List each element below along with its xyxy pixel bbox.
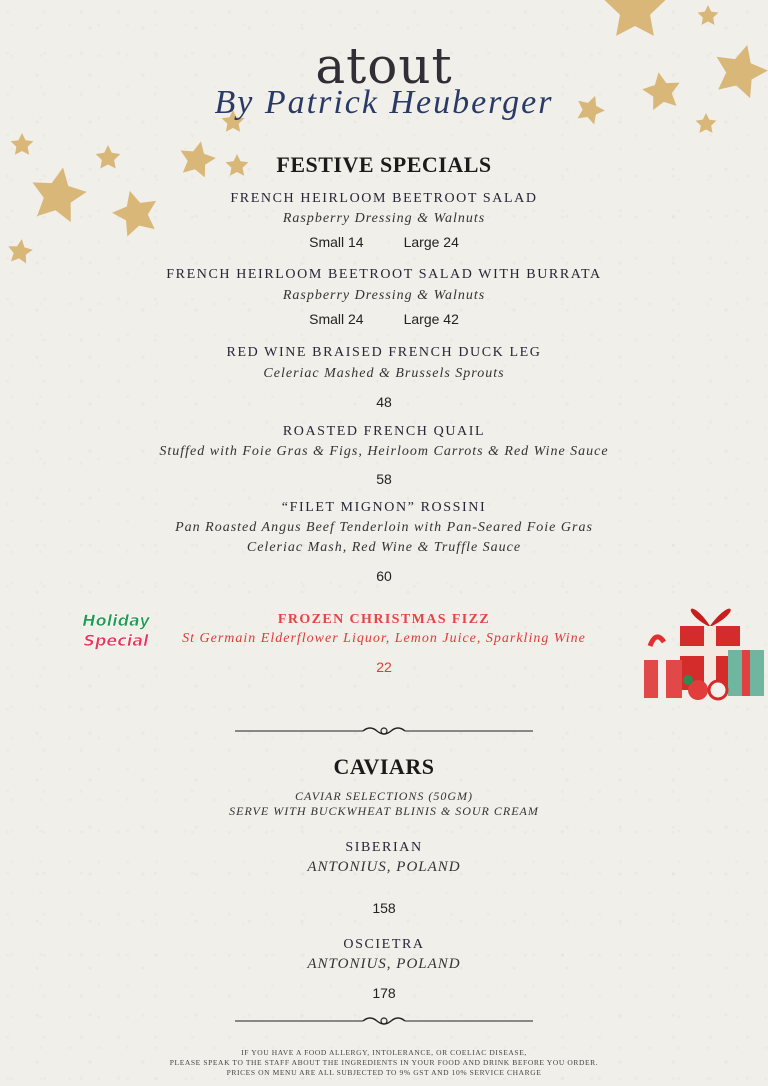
allergy-notice: IF YOU HAVE A FOOD ALLERGY, INTOLERANCE, OR COELIAC DISEASE, xyxy=(241,1048,527,1057)
price-small: Small 24 xyxy=(309,311,364,327)
price-large: Large 24 xyxy=(403,234,459,250)
caviars-title: CAVIARS xyxy=(333,754,435,779)
special-item-name: FROZEN CHRISTMAS FIZZ xyxy=(277,612,491,627)
price-large: Large 42 xyxy=(403,311,459,327)
price-small: Small 14 xyxy=(309,234,364,250)
chef-signature: By Patrick Heuberger xyxy=(214,84,554,121)
holiday-badge-line1: Holiday xyxy=(82,611,150,630)
caviar-origin: ANTONIUS, POLAND xyxy=(307,956,461,972)
ornamental-divider xyxy=(235,724,533,738)
menu-item-prices xyxy=(0,311,768,327)
holiday-badge-line2: Special xyxy=(83,631,149,650)
restaurant-logo: atout xyxy=(315,37,453,95)
allergy-notice: PLEASE SPEAK TO THE STAFF ABOUT THE INGREDIENTS IN YOUR FOOD AND DRINK BEFORE YOU ORDER. xyxy=(169,1058,599,1067)
star-icon xyxy=(698,5,719,25)
menu-item-price: 48 xyxy=(376,394,392,410)
menu-item-name: FRENCH HEIRLOOM BEETROOT SALAD WITH BURRATA xyxy=(166,267,602,282)
menu-item-description: Raspberry Dressing & Walnuts xyxy=(282,211,486,226)
menu-item-description: Celeriac Mashed & Brussels Sprouts xyxy=(263,366,505,381)
menu-item-name: RED WINE BRAISED FRENCH DUCK LEG xyxy=(226,345,542,360)
menu-item-description: Stuffed with Foie Gras & Figs, Heirloom Carrots & Red Wine Sauce xyxy=(159,444,609,459)
caviar-origin: ANTONIUS, POLAND xyxy=(307,859,461,875)
christmas-gifts-icon xyxy=(640,586,768,706)
menu-item-prices xyxy=(0,234,768,250)
ornamental-divider xyxy=(235,1014,533,1028)
caviar-name: SIBERIAN xyxy=(345,840,423,855)
service-charge-notice: PRICES ON MENU ARE ALL SUBJECTED TO 9% GST AND 10% SERVICE CHARGE xyxy=(226,1068,542,1077)
menu-item-name: ROASTED FRENCH QUAIL xyxy=(282,424,486,439)
special-item-price: 22 xyxy=(376,659,392,675)
caviar-name: OSCIETRA xyxy=(343,937,425,952)
menu-item-name: “FILET MIGNON” ROSSINI xyxy=(281,500,487,515)
festive-specials-title: FESTIVE SPECIALS xyxy=(276,152,492,177)
menu-item-name: FRENCH HEIRLOOM BEETROOT SALAD xyxy=(230,191,538,206)
caviar-price: 158 xyxy=(372,900,396,916)
caviar-price: 178 xyxy=(372,985,396,1001)
menu-item-description: Pan Roasted Angus Beef Tenderloin with Pan-Seared Foie Gras xyxy=(175,520,593,535)
menu-item-description: Celeriac Mash, Red Wine & Truffle Sauce xyxy=(246,540,522,555)
caviar-intro: CAVIAR SELECTIONS (50GM) xyxy=(294,789,474,803)
menu-item-description: Raspberry Dressing & Walnuts xyxy=(282,288,486,303)
caviar-intro: SERVE WITH BUCKWHEAT BLINIS & SOUR CREAM xyxy=(229,804,539,818)
star-icon xyxy=(605,0,666,36)
menu-item-price: 60 xyxy=(376,568,392,584)
special-item-description: St Germain Elderflower Liquor, Lemon Juice, Sparkling Wine xyxy=(182,631,586,646)
menu-item-price: 58 xyxy=(376,471,392,487)
